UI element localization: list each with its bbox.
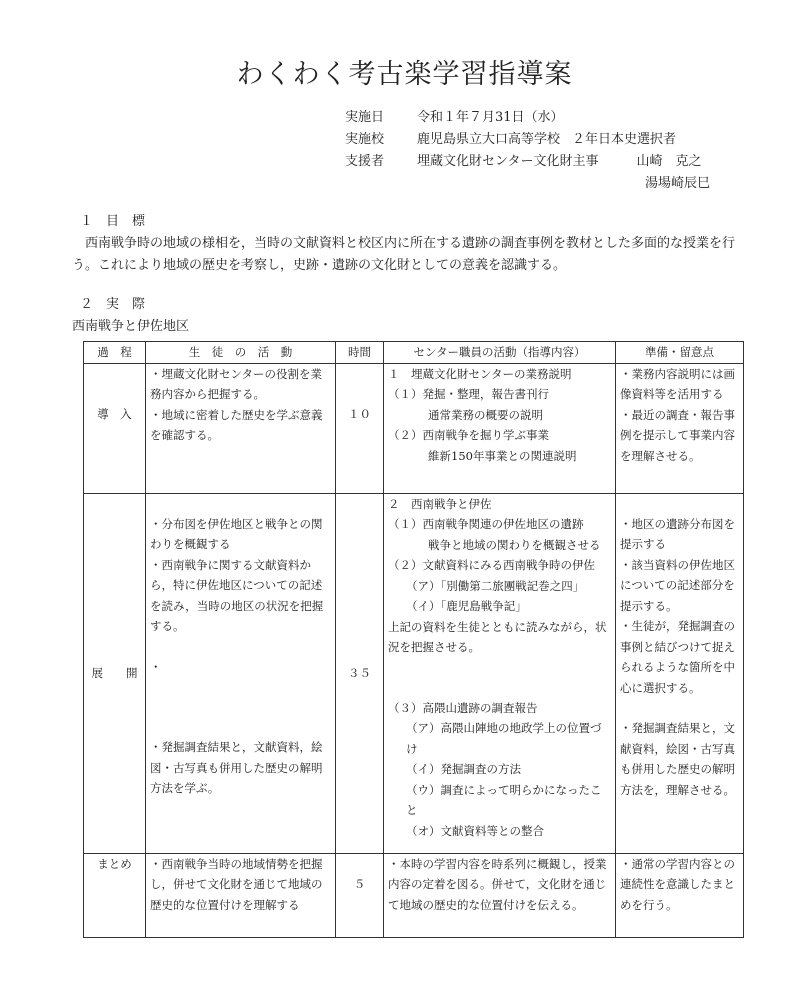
time-cell: １０ [336, 363, 384, 493]
notes-line: ・通常の学習内容との連続性を意識したまとめを行う。 [620, 856, 735, 912]
document-title: わくわく考古楽学習指導案 [236, 59, 573, 90]
staff-line: （ウ）調査によって明らかになったこと [406, 782, 602, 817]
header-staff: センター職員の活動（指導内容） [384, 342, 616, 364]
staff-line: （１）発掘・整理，報告書刊行 [388, 387, 549, 401]
staff-line: （イ）「鹿児島戦争記」 [406, 599, 527, 613]
support-label: 支援者 [345, 154, 385, 169]
notes-cell [616, 363, 744, 493]
staff-cell [384, 853, 616, 937]
practice-subtitle: 西南戦争と伊佐地区 [72, 319, 190, 334]
notes-line: ・生徒が，発掘調査の事例と結びつけて捉えられるような箇所を中心に選択する。 [620, 619, 735, 695]
header-notes: 準備・留意点 [616, 342, 744, 364]
phase-cell: まとめ [84, 853, 146, 937]
table-row [84, 853, 744, 937]
date-value: 令和１年７月31日（水） [417, 110, 564, 125]
staff-line: （２）文献資料にみる西南戦争時の伊佐 [388, 558, 595, 572]
practice-heading: ２ 実 際 [80, 297, 146, 312]
class-value: ２年日本史選択者 [572, 132, 677, 147]
staff-line: 維新150年事業との関連説明 [428, 448, 577, 463]
staff-line: （オ）文献資料等との整合 [406, 823, 544, 838]
staff-line: （ア）「別働第二旅團戦記巻之四」 [406, 578, 585, 593]
student-line: ・埋蔵文化財センターの役割を業務内容から把握する。 [150, 366, 323, 401]
staff-line: ２ 西南戦争と伊佐 [388, 496, 492, 511]
notes-cell [616, 493, 744, 853]
phase-cell: 展 開 [84, 493, 146, 853]
staff-line: 上記の資料を生徒とともに読みながら，状況を把握させる。 [388, 619, 607, 654]
student-line: ・地域に密着した歴史を学ぶ意義を確認する。 [150, 407, 323, 442]
support-org: 埋蔵文化財センター文化財主事 [417, 154, 599, 169]
school-value: 鹿児島県立大口高等学校 [417, 132, 561, 147]
table-header-row [84, 342, 744, 364]
support-name-2: 湯場崎辰巳 [645, 176, 711, 191]
school-label: 実施校 [345, 132, 385, 147]
student-cell [146, 853, 336, 937]
date-label: 実施日 [345, 110, 385, 125]
student-line: ・発掘調査結果と，文献資料，絵図・古写真も併用した歴史の解明方法を学ぶ。 [150, 740, 323, 795]
header-student: 生 徒 の 活 動 [146, 342, 336, 364]
goal-heading: １ 目 標 [80, 214, 146, 229]
header-time: 時間 [336, 342, 384, 364]
staff-line: 戦争と地域の関わりを概観させる [428, 537, 601, 552]
staff-cell [384, 363, 616, 493]
staff-line: （イ）発掘調査の方法 [406, 762, 521, 776]
staff-line: １ 埋蔵文化財センターの業務説明 [388, 366, 572, 381]
lesson-table [83, 341, 744, 938]
notes-line: ・業務内容説明には画像資料等を活用する [620, 366, 735, 401]
staff-cell [384, 493, 616, 853]
notes-cell [616, 853, 744, 937]
time-cell: ３５ [336, 493, 384, 853]
staff-line: ・本時の学習内容を時系列に概観し，授業内容の定着を図る。併せて，文化財を通じて地域の歴史的な位置付けを伝える。 [388, 856, 607, 912]
student-line: ・ [150, 659, 162, 674]
student-cell [146, 363, 336, 493]
notes-line: ・発掘調査結果と，文献資料，絵図・古写真も併用した歴史の解明方法を，理解させる。 [620, 721, 735, 797]
header-phase: 過 程 [84, 342, 146, 364]
meta-block [345, 107, 710, 195]
notes-line: ・最近の調査・報告事例を提示して事業内容を理解させる。 [620, 407, 735, 463]
staff-line: （２）西南戦争を掘り学ぶ事業 [388, 428, 549, 442]
goal-text: 西南戦争時の地域の様相を，当時の文献資料と校区内に所在する遺跡の調査事例を教材とした多面的な授業を行う。これにより地域の歴史を考察し，史跡・遺跡の文化財としての意義を認識する。 [72, 236, 736, 273]
support-name-1: 山崎 克之 [636, 154, 702, 169]
staff-line: （３）高隈山遺跡の調査報告 [388, 700, 538, 715]
table-row [84, 363, 744, 493]
table-row [84, 493, 744, 853]
staff-line: （ア）高隈山陣地の地政学上の位置づけ [406, 721, 602, 756]
notes-line: ・該当資料の伊佐地区についての記述部分を提示する。 [620, 557, 735, 613]
student-cell [146, 493, 336, 853]
student-line: ・西南戦争当時の地域情勢を把握し，併せて文化財を通じて地域の歴史的な位置付けを理解する [150, 856, 323, 912]
time-cell: ５ [336, 853, 384, 937]
student-line: ・分布図を伊佐地区と戦争との関わりを概観する [150, 516, 323, 551]
staff-line: （１）西南戦争関連の伊佐地区の遺跡 [388, 517, 584, 531]
staff-line: 通常業務の概要の説明 [428, 407, 543, 422]
phase-cell: 導 入 [84, 363, 146, 493]
student-line: ・西南戦争に関する文献資料から，特に伊佐地区についての記述を読み，当時の地区の状況を把握する。 [150, 557, 324, 633]
notes-line: ・地区の遺跡分布図を提示する [620, 516, 735, 551]
